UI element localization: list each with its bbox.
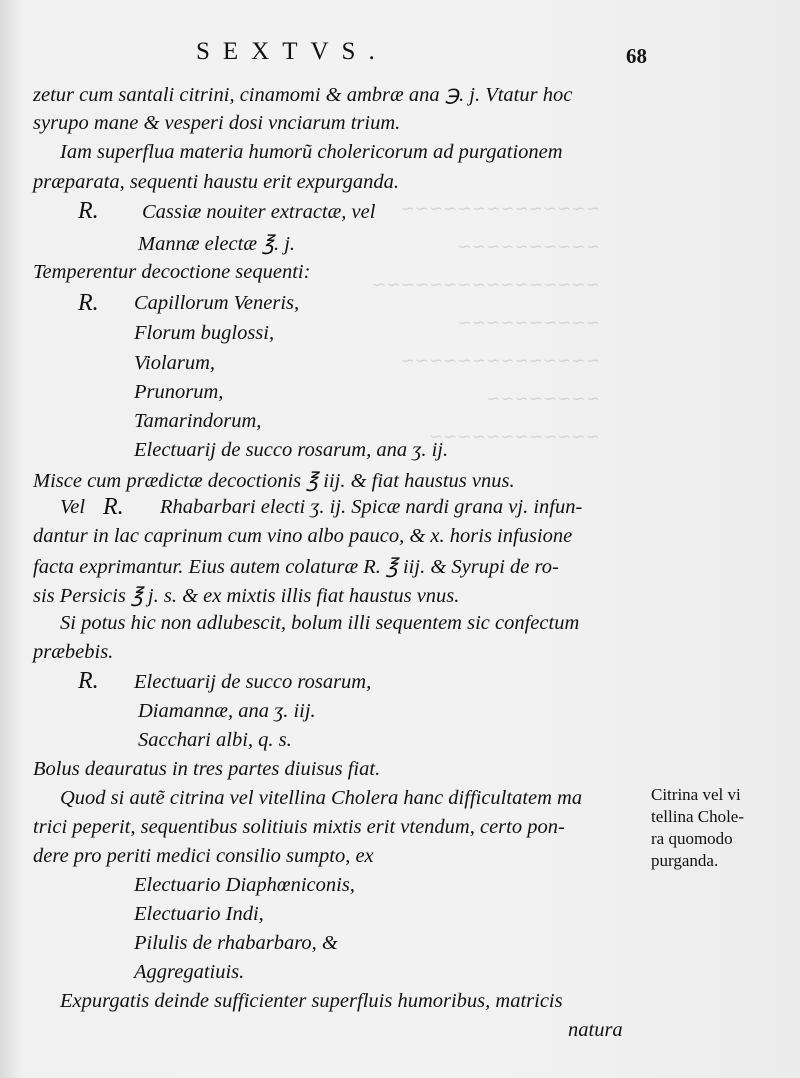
- text-line: syrupo mane & vesperi dosi vnciarum trium.: [33, 112, 401, 134]
- marginal-note: [651, 784, 796, 872]
- text-line: Bolus deauratus in tres partes diuisus fiat.: [33, 758, 381, 780]
- text-line: Rhabarbari electi ʒ. ij. Spicæ nardi grana vj. infun-: [160, 496, 583, 518]
- text-line: Sacchari albi, q. s.: [138, 729, 292, 751]
- text-line: præparata, sequenti haustu erit expurganda.: [33, 171, 399, 193]
- text-line: Expurgatis deinde sufficienter superfluis humoribus, matricis: [60, 990, 563, 1012]
- text-line: Electuario Diaphœniconis,: [134, 874, 355, 896]
- marginal-note-line: Citrina vel vi: [651, 785, 741, 804]
- text-line: dantur in lac caprinum cum vino albo pauco, & x. horis infusione: [33, 525, 573, 547]
- marginal-note-line: purganda.: [651, 851, 719, 870]
- text-line: Iam superflua materia humorũ cholericorum ad purgationem: [60, 141, 563, 163]
- text-line: Si potus hic non adlubescit, bolum illi sequentem sic confectum: [60, 612, 580, 634]
- text-line: Mannæ electæ ℥. j.: [138, 233, 296, 255]
- text-line: Quod si autẽ citrina vel vitellina Cholera hanc difficultatem ma: [60, 787, 583, 809]
- text-line: Aggregatiuis.: [134, 961, 245, 983]
- text-line: Misce cum prædictæ decoctionis ℥ iij. & fiat haustus vnus.: [33, 470, 515, 492]
- text-line: Cassiæ nouiter extractæ, vel: [142, 201, 376, 223]
- running-head: SEXTVS.: [196, 38, 388, 65]
- text-line: trici peperit, sequentibus solitiuis mixtis erit vtendum, certo pon-: [33, 816, 565, 838]
- marginal-note-line: tellina Chole-: [651, 807, 745, 826]
- text-line: Prunorum,: [134, 381, 224, 403]
- text-line: Temperentur decoctione sequenti:: [33, 261, 311, 283]
- text-line: sis Persicis ℥ j. s. & ex mixtis illis fiat haustus vnus.: [33, 585, 460, 607]
- recipe-symbol: R.: [78, 290, 99, 316]
- text-line: Tamarindorum,: [134, 410, 262, 432]
- text-line: Diamannæ, ana ʒ. iij.: [138, 700, 316, 722]
- text-line: Electuario Indi,: [134, 903, 264, 925]
- text-line: Capillorum Veneris,: [134, 292, 300, 314]
- text-line: præbebis.: [33, 641, 114, 663]
- text-line: Florum buglossi,: [134, 322, 275, 344]
- text-line: Electuarij de succo rosarum,: [134, 671, 372, 693]
- text-line: Vel: [60, 496, 86, 518]
- marginal-note-line: ra quomodo: [651, 829, 733, 848]
- text-line: Pilulis de rhabarbaro, &: [134, 932, 338, 954]
- catchword: natura: [568, 1019, 623, 1041]
- text-line: zetur cum santali citrini, cinamomi & ambræ ana ℈. j. Vtatur hoc: [33, 84, 573, 106]
- text-line: dere pro periti medici consilio sumpto, ex: [33, 845, 374, 867]
- page-number: 68: [626, 44, 647, 68]
- recipe-symbol: R.: [103, 494, 124, 520]
- recipe-symbol: R.: [78, 198, 99, 224]
- text-line: Violarum,: [134, 352, 216, 374]
- bleed-through-texture: ~~~~~~~~~~~~~~ ~~~~~~~~~~ ~~~~~~~~~~~~~~~~ ~~~~~~~~~~ ~~~~~~~~~~~~~~ ~~~~~~~~ ~~~~~~~~~~~~: [372, 199, 600, 447]
- text-line: facta exprimantur. Eius autem colaturæ R. ℥ iij. & Syrupi de ro-: [33, 556, 559, 578]
- recipe-symbol: R.: [78, 668, 99, 694]
- text-line: Electuarij de succo rosarum, ana ʒ. ij.: [134, 439, 449, 461]
